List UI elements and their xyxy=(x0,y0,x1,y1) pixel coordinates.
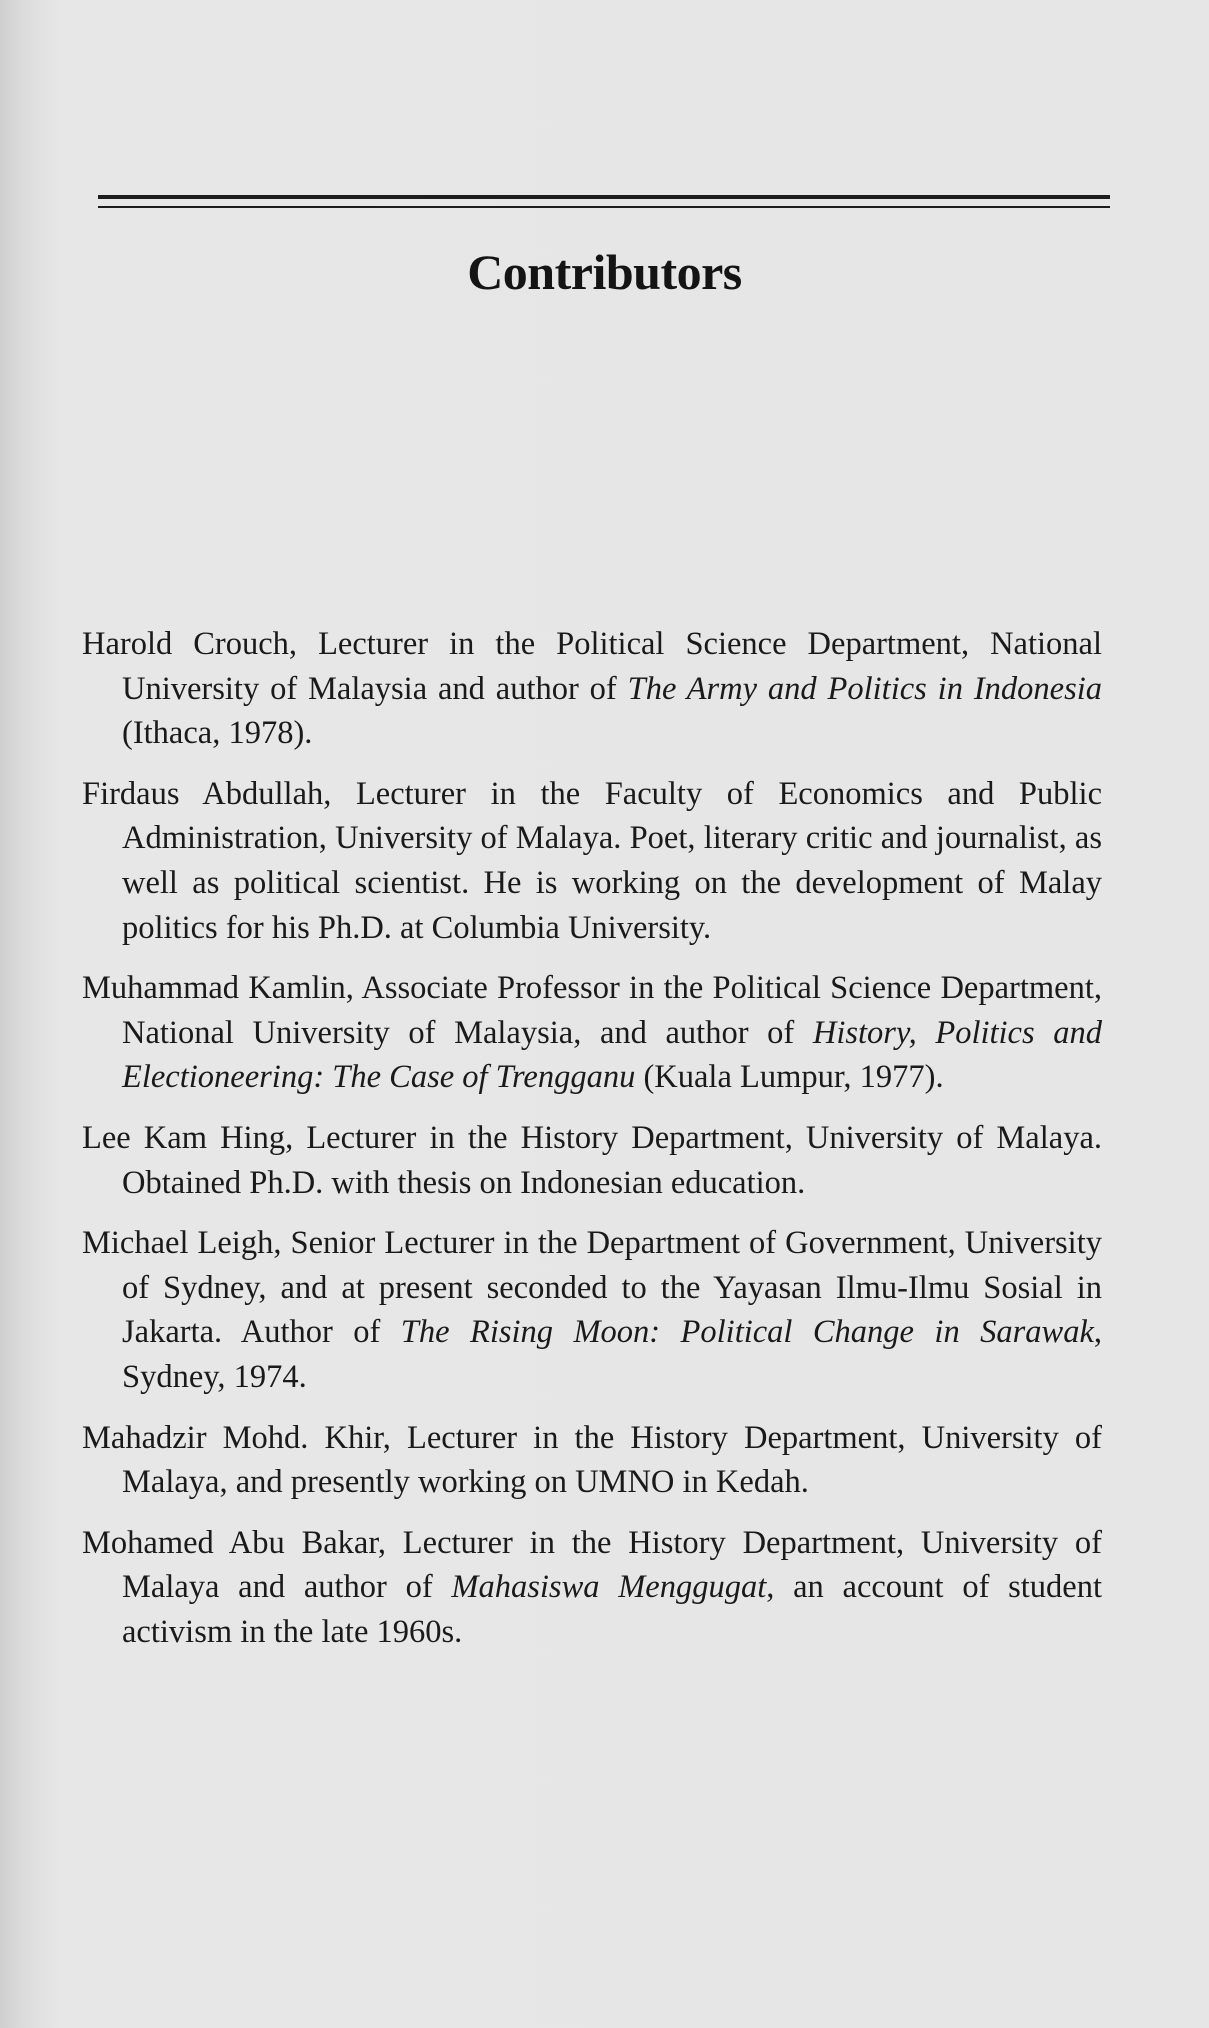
contributors-list xyxy=(82,622,1102,1670)
entry-text: Muhammad Kamlin, Associate Professor in the Political Science Department, National University of Malaysia, and author of xyxy=(82,970,1102,1051)
contributor-entry xyxy=(82,1416,1102,1505)
top-rule-thick xyxy=(98,195,1110,199)
page-title: Contributors xyxy=(467,244,742,300)
entry-text: , Sydney, 1974. xyxy=(122,1314,1102,1395)
entry-book-title: History, Politics and Electioneering: The Case of Trengganu xyxy=(122,1014,1103,1096)
entry-text: Harold Crouch, Lecturer in the Political Science Department, National University of Malaysia and author of xyxy=(82,626,1102,707)
entry-text: Michael Leigh, Senior Lecturer in the Department of Government, University of Sydney, and at present seconded to the Yayasan Ilmu-Ilmu Sosial in Jakarta. Author of xyxy=(82,1225,1102,1351)
entry-text: Firdaus Abdullah, Lecturer in the Faculty of Economics and Public Administration, University of Malaya. Poet, literary critic and journalist, as well as political scientist. He is working on the development of Malay politics for his Ph.D. at Columbia University. xyxy=(82,775,1102,946)
entry-book-title: Mahasiswa Menggugat xyxy=(451,1569,767,1606)
entry-book-title: The Army and Politics in Indonesia xyxy=(627,670,1102,707)
entry-text: Lee Kam Hing, Lecturer in the History Department, University of Malaya. Obtained Ph.D. with thesis on Indonesian education. xyxy=(82,1119,1102,1201)
entry-text: (Ithaca, 1978). xyxy=(122,715,313,752)
contributor-entry xyxy=(82,1116,1102,1205)
entry-book-title: The Rising Moon: Political Change in Sarawak xyxy=(400,1314,1094,1351)
contributor-entry xyxy=(82,1521,1102,1655)
contributor-entry xyxy=(82,1221,1102,1399)
contributor-entry xyxy=(82,622,1102,756)
entry-text: Mohamed Abu Bakar, Lecturer in the History Department, University of Malaya and author of xyxy=(82,1524,1102,1606)
entry-text: (Kuala Lumpur, 1977). xyxy=(635,1059,944,1096)
contributor-entry xyxy=(82,966,1102,1100)
contributor-entry xyxy=(82,772,1102,950)
top-rule-thin xyxy=(98,206,1110,208)
entry-text: Mahadzir Mohd. Khir, Lecturer in the History Department, University of Malaya, and presently working on UMNO in Kedah. xyxy=(82,1419,1102,1501)
entry-text: , an account of student activism in the late 1960s. xyxy=(122,1569,1103,1650)
